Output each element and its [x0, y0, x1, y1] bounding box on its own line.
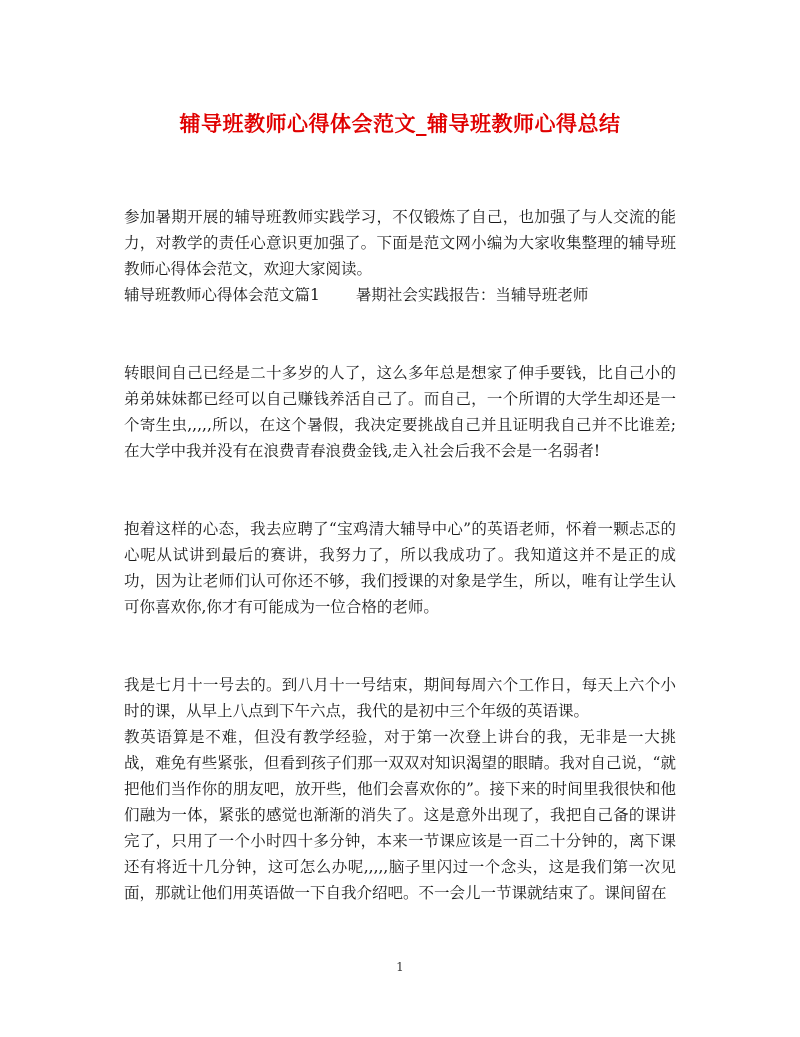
- page-number: 1: [396, 960, 404, 974]
- paragraph-gap: [124, 620, 676, 672]
- paragraph-gap: [124, 464, 676, 516]
- section-heading: [124, 282, 676, 308]
- intro-paragraph: 参加暑期开展的辅导班教师实践学习，不仅锻炼了自己，也加强了与人交流的能力，对教学的责任心意识更加强了。下面是范文网小编为大家收集整理的辅导班教师心得体会范文，欢迎大家阅读。: [124, 208, 676, 278]
- paragraph-gap: [124, 308, 676, 360]
- body-paragraph: 转眼间自己已经是二十多岁的人了，这么多年总是想家了伸手要钱，比自己小的弟弟妹妹都已经可以自己赚钱养活自己了。而自己，一个所谓的大学生却还是一个寄生虫,,,,,所以，在这个暑假，我决定要挑战自己并且证明我自己并不比谁差;在大学中我并没有在浪费青春浪费金钱,走入社会后我不会是一名弱者!: [124, 364, 676, 460]
- body-paragraph: 抱着这样的心态，我去应聘了“宝鸡清大辅导中心”的英语老师，怀着一颗忐忑的心呢从试讲到最后的赛讲，我努力了，所以我成功了。我知道这并不是正的成功，因为让老师们认可你还不够，我们授课的对象是学生，所以，唯有让学生认可你喜欢你,你才有可能成为一位合格的老师。: [124, 520, 676, 616]
- section-heading-part1: 辅导班教师心得体会范文篇1: [124, 286, 320, 304]
- document-body: [124, 204, 676, 906]
- document-title: 辅导班教师心得体会范文_辅导班教师心得总结: [179, 111, 621, 136]
- body-paragraph: 我是七月十一号去的。到八月十一号结束，期间每周六个工作日，每天上六个小时的课，从早上八点到下午六点，我代的是初中三个年级的英语课。: [124, 676, 676, 720]
- section-heading-part2: 暑期社会实践报告：当辅导班老师: [355, 286, 589, 304]
- body-paragraph: 教英语算是不难，但没有教学经验，对于第一次登上讲台的我，无非是一大挑战，难免有些紧张，但看到孩子们那一双双对知识渴望的眼睛。我对自己说，“就把他们当作你的朋友吧，放开些，他们会喜欢你的”。接下来的时间里我很快和他们融为一体，紧张的感觉也渐渐的消失了。这是意外出现了，我把自己备的课讲完了，只用了一个小时四十多分钟，本来一节课应该是一百二十分钟的，离下课还有将近十几分钟，这可怎么办呢,,,,,脑子里闪过一个念头，这是我们第一次见面，那就让他们用英语做一下自我介绍吧。不一会儿一节课就结束了。课间留在: [124, 728, 676, 902]
